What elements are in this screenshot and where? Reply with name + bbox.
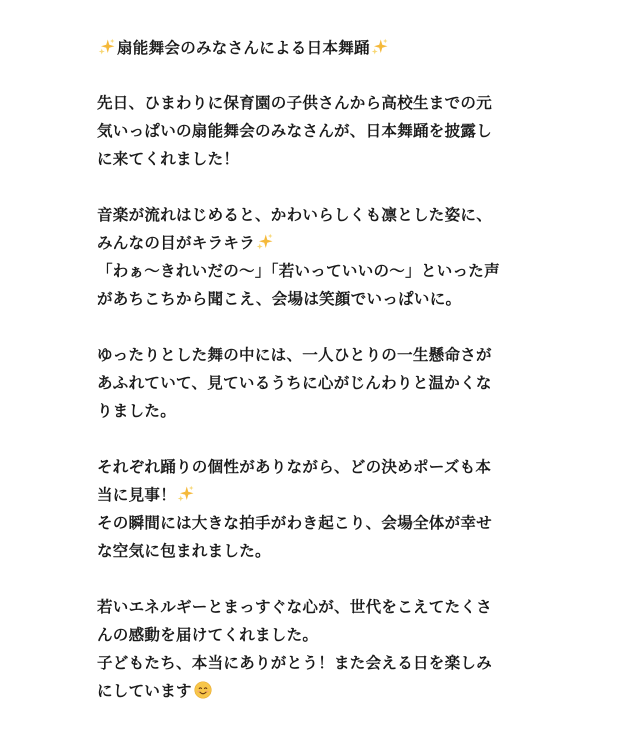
paragraph-2	[97, 201, 537, 313]
paragraph-1	[97, 89, 537, 173]
text-segment: 当に見事！	[97, 486, 177, 504]
text-line: 若いエネルギーとまっすぐな心が、世代をこえてたくさ	[97, 598, 493, 616]
text-segment: みんなの目がキラキラ	[97, 234, 256, 252]
text-line: りました。	[97, 402, 177, 420]
text-line-with-icon	[97, 229, 537, 257]
sparkles-icon	[177, 485, 195, 503]
text-line: に来てくれました！	[97, 150, 240, 168]
text-segment: にしています	[97, 682, 192, 700]
paragraph-3	[97, 341, 537, 425]
text-line: 子どもたち、本当にありがとう！また会える日を楽しみ	[97, 654, 493, 672]
text-line: んの感動を届けてくれました。	[97, 626, 319, 644]
text-line: それぞれ踊りの個性がありながら、どの決めポーズも本	[97, 458, 492, 476]
sparkles-icon	[256, 233, 274, 251]
post-body	[97, 33, 537, 705]
smiling-face-icon	[194, 681, 212, 699]
post-title	[97, 33, 537, 61]
sparkles-icon	[371, 38, 389, 56]
text-line: ゆったりとした舞の中には、一人ひとりの一生懸命さが	[97, 346, 492, 364]
text-line: 先日、ひまわりに保育園の子供さんから高校生までの元	[97, 94, 493, 112]
text-line: その瞬間には大きな拍手がわき起こり、会場全体が幸せ	[97, 514, 493, 532]
text-line: あふれていて、見ているうちに心がじんわりと温かくな	[97, 374, 492, 392]
text-line: 気いっぱいの扇能舞会のみなさんが、日本舞踊を披露し	[97, 122, 493, 140]
post-title-text: 扇能舞会のみなさんによる日本舞踊	[117, 39, 370, 57]
text-line: 音楽が流れはじめると、かわいらしくも凛とした姿に、	[97, 206, 493, 224]
sparkles-icon	[98, 38, 116, 56]
text-line-with-icon	[97, 677, 537, 705]
text-line: な空気に包まれました。	[97, 542, 271, 560]
text-line: があちこちから聞こえ、会場は笑顔でいっぱいに。	[97, 290, 462, 308]
paragraph-5	[97, 593, 537, 705]
text-line-with-icon	[97, 481, 537, 509]
paragraph-4	[97, 453, 537, 565]
text-line: 「わぁ～きれいだの～」「若いっていいの～」といった声	[97, 262, 500, 280]
